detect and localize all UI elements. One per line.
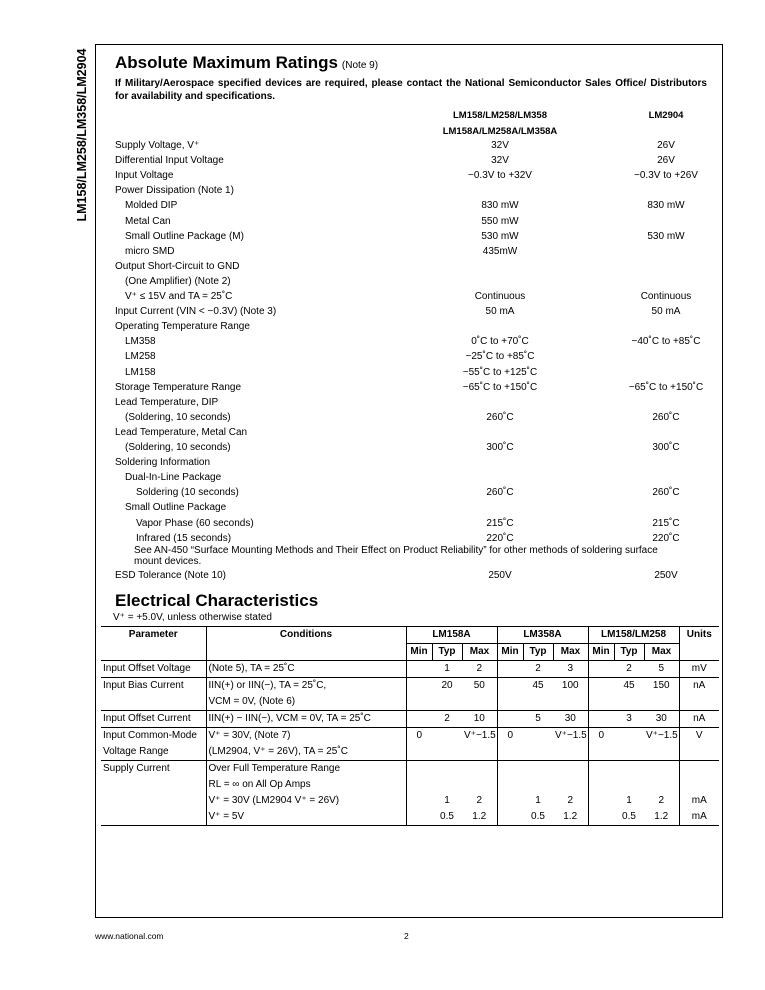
amr-row-value-lm158: 220˚C — [486, 532, 514, 544]
amr-row-label: Infrared (15 seconds) — [136, 532, 232, 544]
amr-row-label: Soldering (10 seconds) — [136, 487, 239, 499]
amr-row — [0, 500, 765, 515]
th-parameter: Parameter — [101, 627, 206, 661]
ec-value: 2 — [626, 663, 632, 674]
th-min: Min — [406, 644, 432, 661]
soldering-note: See AN-450 “Surface Mounting Methods and Their Effect on Product Reliability” for other methods of soldering surface mount devices. — [134, 545, 658, 567]
table-row — [101, 777, 719, 793]
ec-value — [406, 678, 432, 711]
ec-value — [614, 777, 644, 793]
ec-value: 2 — [462, 793, 497, 809]
ec-value: 1.2 — [553, 809, 588, 826]
ec-value: 45 — [532, 680, 544, 691]
ec-value: V⁺−1.5 — [553, 728, 588, 761]
amr-row — [0, 380, 765, 395]
ec-value: 0.5 — [440, 811, 454, 822]
amr-title: Absolute Maximum Ratings — [115, 53, 338, 72]
amr-row-label: Lead Temperature, Metal Can — [115, 426, 248, 438]
ec-unit — [679, 761, 719, 778]
th-lm358a: LM358A — [497, 627, 588, 644]
ec-value — [462, 777, 497, 793]
ec-value — [588, 678, 614, 711]
amr-row — [0, 395, 765, 410]
amr-row-value-lm158: −55˚C to +125˚C — [462, 366, 538, 378]
amr-row-label: (Soldering, 10 seconds) — [125, 411, 231, 423]
amr-row-value-lm158: 32V — [491, 155, 509, 167]
ec-value — [432, 777, 462, 793]
ec-value: 100 — [553, 678, 588, 711]
th-max: Max — [553, 644, 588, 661]
ec-value: 0 — [416, 730, 423, 741]
ec-value: 10 — [462, 711, 497, 728]
ec-value — [588, 809, 614, 826]
amr-row-label: Differential Input Voltage — [115, 155, 224, 167]
ec-value: 2 — [644, 793, 679, 809]
amr-row — [0, 334, 765, 349]
table-row — [101, 809, 719, 826]
ec-conditions — [206, 711, 406, 728]
th-lm158a: LM158A — [406, 627, 497, 644]
amr-row-label: Dual-In-Line Package — [125, 472, 222, 484]
ec-value: 1 — [626, 795, 632, 806]
ec-value: 45 — [623, 680, 635, 691]
amr-row-label: LM258 — [125, 351, 156, 363]
ec-parameter — [101, 711, 206, 728]
amr-row — [0, 198, 765, 213]
th-typ: Typ — [432, 644, 462, 661]
ec-value — [462, 761, 497, 778]
th-typ: Typ — [523, 644, 553, 661]
amr-row-value-lm158: 830 mW — [481, 200, 519, 212]
ec-parameter — [101, 661, 206, 678]
table-row — [101, 678, 719, 711]
ec-value — [406, 711, 432, 728]
ec-unit: nA — [693, 680, 706, 691]
ec-value — [406, 777, 432, 793]
ec-value: V⁺−1.5 — [644, 728, 679, 761]
amr-row — [0, 229, 765, 244]
amr-row-label: V⁺ ≤ 15V and TA = 25˚C — [125, 291, 233, 302]
amr-row — [0, 440, 765, 455]
amr-row-value-lm2904: 26V — [657, 140, 675, 151]
amr-row — [0, 183, 765, 198]
esd-row — [0, 568, 765, 583]
amr-row-label: Input Voltage — [115, 170, 174, 182]
esd-v2: 250V — [654, 570, 678, 581]
amr-row — [0, 365, 765, 380]
side-title-text: LM158/LM258/LM358/LM2904 — [75, 48, 89, 222]
ec-value — [523, 761, 553, 778]
amr-row — [0, 410, 765, 425]
ec-conditions: V⁺ = 30V (LM2904 V⁺ = 26V) — [206, 793, 406, 809]
th-min: Min — [588, 644, 614, 661]
ec-value: 2 — [535, 663, 541, 674]
ec-value: 2 — [444, 713, 450, 724]
ec-value — [644, 777, 679, 793]
ec-parameter-text: Input Bias Current — [103, 680, 184, 691]
ec-value — [432, 761, 462, 778]
ec-value — [614, 728, 644, 761]
amr-row — [0, 531, 765, 546]
amr-row — [0, 214, 765, 229]
footer-page-number: 2 — [404, 931, 409, 941]
ec-unit: mA — [691, 795, 707, 806]
ec-value: 3 — [553, 661, 588, 678]
amr-row-value-lm2904: Continuous — [640, 291, 692, 302]
ec-value: 2 — [462, 661, 497, 678]
amr-row-label: Storage Temperature Range — [115, 381, 242, 393]
ec-value: V⁺−1.5 — [462, 728, 497, 761]
ec-value — [497, 793, 523, 809]
amr-row-label: Small Outline Package (M) — [125, 230, 244, 242]
amr-row-value-lm158: 300˚C — [486, 442, 514, 453]
ec-value: 1.2 — [644, 809, 679, 826]
col-head-1a: LM158/LM258/LM358 — [453, 110, 547, 121]
ec-parameter-text: Input Common-Mode — [103, 730, 197, 741]
ec-value: 1 — [444, 663, 450, 674]
amr-row — [0, 304, 765, 319]
amr-row-value-lm2904: −0.3V to +26V — [634, 170, 698, 182]
col-head-lm158 — [420, 108, 580, 140]
ec-value — [497, 678, 523, 711]
table-row — [101, 728, 719, 761]
ec-parameter — [101, 678, 206, 711]
th-conditions: Conditions — [206, 627, 406, 661]
ec-value — [553, 777, 588, 793]
amr-row-value-lm158: Continuous — [474, 291, 526, 302]
amr-heading — [115, 53, 378, 73]
th-typ: Typ — [614, 644, 644, 661]
ec-value — [432, 728, 462, 761]
amr-row — [0, 168, 765, 183]
amr-row — [0, 425, 765, 440]
ec-condition-line: VCM = 0V, (Note 6) — [208, 696, 296, 707]
ec-value — [406, 793, 432, 809]
amr-row-value-lm2904: 26V — [657, 155, 675, 167]
ec-value — [553, 761, 588, 778]
amr-row-label: Input Current (VIN < −0.3V) (Note 3) — [115, 306, 277, 318]
amr-row — [0, 319, 765, 334]
amr-row-label: (One Amplifier) (Note 2) — [125, 275, 231, 287]
amr-row-label: Output Short-Circuit to GND — [115, 260, 240, 272]
amr-row-value-lm2904: 215˚C — [652, 517, 680, 529]
ec-value: 50 — [462, 678, 497, 711]
ec-value: 0 — [507, 730, 514, 741]
table-row — [101, 661, 719, 678]
th-lm158-lm258: LM158/LM258 — [588, 627, 679, 644]
amr-row-label: Lead Temperature, DIP — [115, 396, 219, 408]
amr-row-label: (Soldering, 10 seconds) — [125, 442, 231, 453]
amr-row-label: Vapor Phase (60 seconds) — [136, 517, 254, 529]
ec-value: 30 — [553, 711, 588, 728]
ec-conditions: RL = ∞ on All Op Amps — [206, 777, 406, 793]
esd-v1: 250V — [488, 570, 512, 581]
ec-value — [497, 777, 523, 793]
ec-parameter-text: Voltage Range — [103, 746, 169, 757]
amr-row-value-lm2904: −40˚C to +85˚C — [631, 336, 701, 348]
amr-row-value-lm158: 215˚C — [486, 517, 514, 529]
amr-row — [0, 289, 765, 304]
amr-row-value-lm158: 530 mW — [481, 230, 519, 242]
amr-row-value-lm2904: 220˚C — [652, 532, 680, 544]
ec-value — [406, 809, 432, 826]
ec-parameter — [101, 777, 206, 793]
ec-value: 5 — [535, 713, 541, 724]
ec-unit — [679, 777, 719, 793]
ec-value — [588, 711, 614, 728]
ec-value — [523, 777, 553, 793]
ec-value — [497, 661, 523, 678]
amr-row — [0, 244, 765, 259]
amr-row-label: Molded DIP — [125, 200, 178, 212]
ec-value: 3 — [626, 713, 632, 724]
amr-row-value-lm2904: 260˚C — [652, 487, 680, 499]
col-head-1b: LM158A/LM258A/LM358A — [442, 126, 558, 137]
th-max: Max — [462, 644, 497, 661]
amr-row-value-lm158: 0˚C to +70˚C — [471, 336, 529, 348]
amr-row-value-lm158: 435mW — [482, 245, 518, 257]
ec-condition-line: IIN(+) − IIN(−), VCM = 0V, TA = 25˚C — [208, 713, 371, 724]
amr-row-value-lm158: 550 mW — [481, 215, 519, 227]
ec-condition-line: IIN(+) or IIN(−), TA = 25˚C, — [208, 680, 327, 691]
ec-value: 2 — [553, 793, 588, 809]
ec-body — [101, 661, 719, 826]
military-notice: If Military/Aerospace specified devices are required, please contact the National Semiconductor Sales Office/ Distributors for availability and specifications. — [115, 78, 707, 102]
amr-row-value-lm2904: 50 mA — [651, 306, 681, 318]
ec-parameter — [101, 809, 206, 826]
table-row — [101, 711, 719, 728]
ec-value — [644, 761, 679, 778]
amr-row-value-lm2904: 530 mW — [647, 230, 685, 242]
ec-conditions: V⁺ = 5V — [206, 809, 406, 826]
ec-title: Electrical Characteristics — [115, 591, 319, 610]
electrical-characteristics-table — [101, 626, 719, 826]
ec-value — [497, 761, 523, 778]
ec-value: 0.5 — [622, 811, 636, 822]
amr-row-label: LM358 — [125, 336, 156, 348]
amr-row-label: Operating Temperature Range — [115, 321, 250, 333]
ec-value: 0 — [598, 730, 605, 741]
amr-row — [0, 470, 765, 485]
table-row — [101, 793, 719, 809]
ec-value: 20 — [441, 680, 453, 691]
amr-row — [0, 274, 765, 289]
amr-row-value-lm158: −25˚C to +85˚C — [465, 351, 535, 363]
ec-parameter: Supply Current — [101, 761, 206, 778]
ec-unit: nA — [693, 713, 706, 724]
ec-conditions: Over Full Temperature Range — [206, 761, 406, 778]
amr-row — [0, 138, 765, 153]
ec-condition-line: (LM2904, V⁺ = 26V), TA = 25˚C — [208, 746, 348, 757]
col-head-lm2904: LM2904 — [648, 110, 684, 121]
amr-row-label: Supply Voltage, V⁺ — [115, 140, 200, 151]
ec-value: 1 — [444, 795, 450, 806]
ec-conditions — [206, 678, 406, 711]
ec-value: 1.2 — [462, 809, 497, 826]
amr-row-value-lm158: 260˚C — [486, 487, 514, 499]
ec-parameter-text: Input Offset Voltage — [103, 663, 191, 674]
ec-parameter — [101, 728, 206, 761]
ec-unit: mV — [691, 663, 707, 674]
ec-value: 1 — [535, 795, 541, 806]
ec-value — [614, 761, 644, 778]
amr-row-value-lm158: 32V — [491, 140, 509, 151]
amr-row-value-lm158: 260˚C — [486, 411, 514, 423]
esd-label: ESD Tolerance (Note 10) — [115, 570, 226, 581]
ec-value — [588, 777, 614, 793]
table-row — [101, 761, 719, 778]
th-max: Max — [644, 644, 679, 661]
footer-website: www.national.com — [95, 931, 164, 941]
amr-row-label: LM158 — [125, 366, 156, 378]
ec-value: 30 — [644, 711, 679, 728]
amr-row-label: micro SMD — [125, 245, 175, 257]
amr-row — [0, 349, 765, 364]
ec-value: 150 — [644, 678, 679, 711]
ec-parameter-text: Input Offset Current — [103, 713, 191, 724]
amr-note: (Note 9) — [341, 60, 379, 71]
amr-row — [0, 259, 765, 274]
amr-row-label: Metal Can — [125, 215, 171, 227]
ec-condition-line: V⁺ = 30V, (Note 7) — [208, 730, 291, 741]
ec-value — [588, 661, 614, 678]
amr-row-label: Small Outline Package — [125, 502, 227, 514]
ec-value: 5 — [644, 661, 679, 678]
ec-value — [588, 761, 614, 778]
ec-value — [406, 661, 432, 678]
amr-row — [0, 153, 765, 168]
amr-row-value-lm158: −65˚C to +150˚C — [462, 381, 538, 393]
ec-value — [588, 793, 614, 809]
amr-row-value-lm2904: 260˚C — [652, 411, 680, 423]
amr-row-value-lm2904: −65˚C to +150˚C — [628, 381, 704, 393]
ec-value — [497, 809, 523, 826]
amr-row — [0, 516, 765, 531]
th-min: Min — [497, 644, 523, 661]
ec-value: 0.5 — [531, 811, 545, 822]
amr-row-label: Power Dissipation (Note 1) — [115, 185, 234, 197]
th-units: Units — [679, 627, 719, 661]
ec-unit: V — [695, 730, 703, 741]
ec-unit: mA — [691, 811, 707, 822]
amr-row — [0, 485, 765, 500]
ec-conditions — [206, 728, 406, 761]
ec-conditions — [206, 661, 406, 678]
amr-row-value-lm2904: 830 mW — [647, 200, 685, 212]
amr-row — [0, 455, 765, 470]
ec-parameter — [101, 793, 206, 809]
ec-value — [497, 711, 523, 728]
amr-row-label: Soldering Information — [115, 457, 211, 469]
ec-condition-line: (Note 5), TA = 25˚C — [208, 663, 295, 674]
ec-conditions: V⁺ = +5.0V, unless otherwise stated — [113, 612, 272, 623]
amr-row-value-lm2904: 300˚C — [652, 442, 680, 453]
ec-value — [406, 761, 432, 778]
amr-row-value-lm158: 50 mA — [485, 306, 515, 318]
amr-row-value-lm158: −0.3V to +32V — [468, 170, 532, 182]
ec-value — [523, 728, 553, 761]
